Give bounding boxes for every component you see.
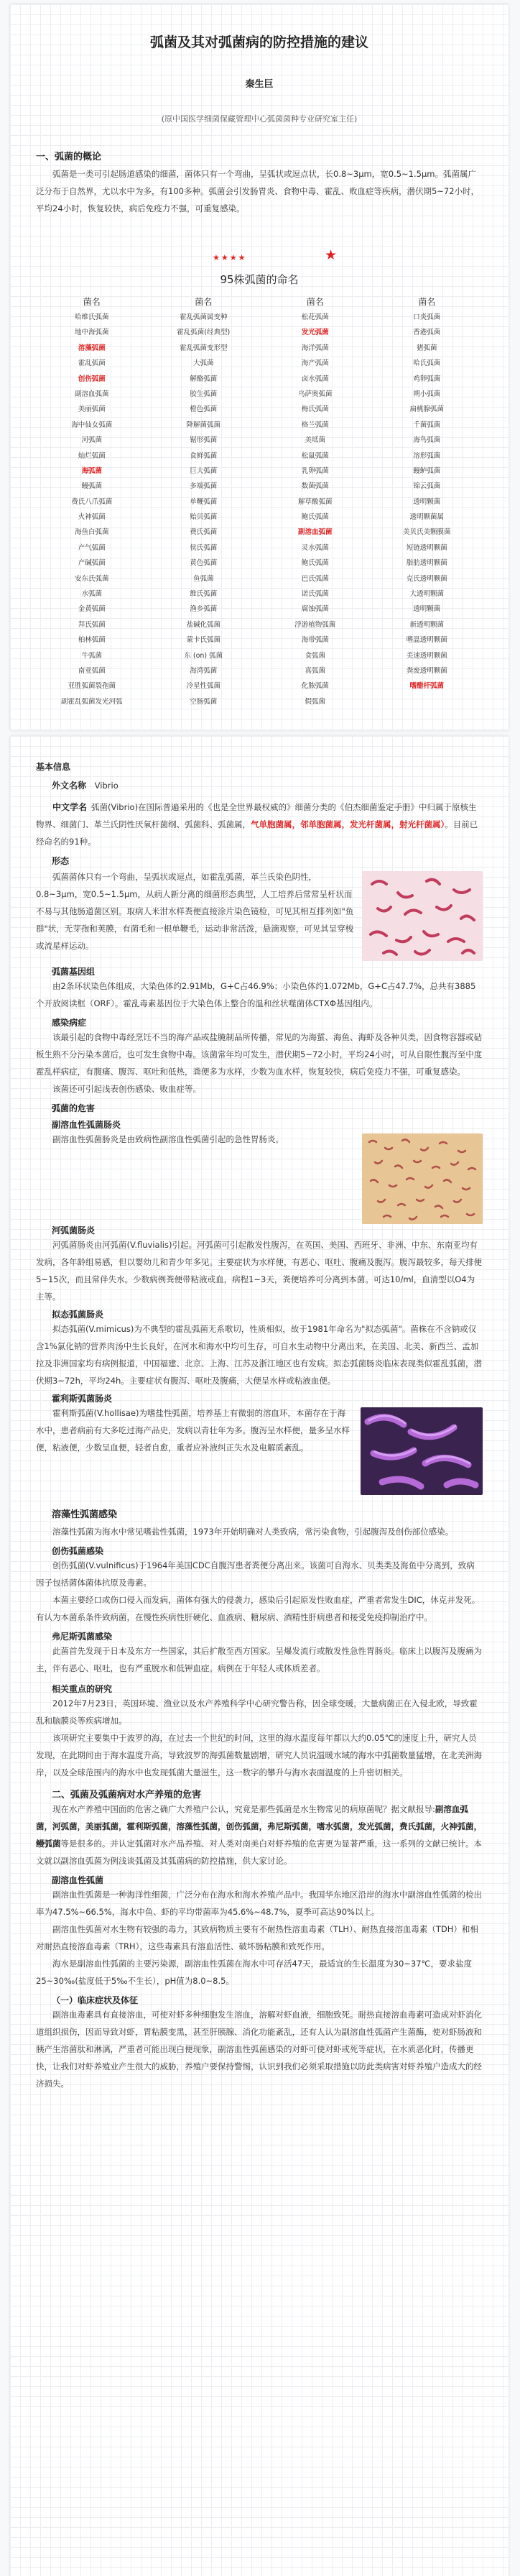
species-name-cell: 猪弧菌 — [416, 344, 437, 352]
chinese-name-paragraph — [36, 799, 483, 850]
species-name-cell: 格兰弧菌 — [301, 420, 329, 429]
clinical-text: 副溶血毒素具有直接溶血，可使对虾多种细胞发生溶血，溶解对虾血液，细胞致死。耐热直接溶血毒素可造成对虾消化道组织损伤，因而导致对虾，胃粘膜变黑，甚至肝胰腺、消化功能紊乱，还有人认为副溶血性弧菌产生菌酶，使对虾肠液和胰产生溶菌肽和淋漓，严重者可能出现白便现象，副溶血性弧菌感染的对虾可使对虾或死等症状，在水质恶化时，传播更快，让我们对虾养殖业产生很大的威胁，养殖户要保持警惕，认识到我们必须采取措施以防此类病害对虾养殖户造成大的经济损失。 — [36, 2010, 482, 2089]
chinese-name-highlight: 气单胞菌属，邻单胞菌属，发光杆菌属，射光杆菌属） — [251, 819, 445, 829]
species-name-cell: 维氏弧菌 — [190, 590, 218, 599]
species-name-cell: 溶形弧菌 — [413, 451, 441, 460]
part2-sub-text-3: 海水是副溶血性弧菌的主要污染源，副溶血性弧菌在海水中可存活47天，最适宜的生长温度为30~37℃，要求盐度25~30‰(盐度低于5‰不生长），pH值为8.0~8.5。 — [36, 1959, 472, 1986]
vibrio-pink-stain-image — [362, 871, 483, 961]
species-name-cell: 朔小弧菌 — [413, 390, 441, 398]
species-name-cell: 多端弧菌 — [190, 482, 218, 491]
species-name-cell: 大弧菌 — [192, 359, 214, 368]
species-name-cell: 梅氏弧菌 — [301, 405, 329, 414]
star-decoration — [36, 246, 483, 267]
species-name-cell: 嗜醋杆弧菌 — [409, 682, 444, 691]
names-table-header: 菌名 — [306, 297, 324, 307]
chinese-name-label: 中文学名 — [52, 802, 88, 812]
species-name-cell: 副溶血弧菌 — [74, 390, 109, 398]
names-table-header: 菌名 — [83, 297, 101, 307]
section-heading-overview: 一、弧菌的概论 — [36, 152, 102, 162]
species-name-cell: 发光弧菌 — [301, 328, 329, 337]
species-name-cell: 空肠弧菌 — [190, 697, 218, 706]
hazard-3-heading: 拟态弧菌肠炎 — [52, 1310, 104, 1320]
species-name-cell: 渔乡弧菌 — [190, 605, 218, 614]
species-name-cell: 金黄弧菌 — [78, 605, 106, 614]
infection-paragraph: 该最引起的食物中毒经烹饪不当的海产品或盐腌制品所传播，常见的为海蜇、海鱼、海虾及各种贝类，因食物容器或砧板生熟不分污染本菌后，也可发生食物中毒。该菌常年均可发生，潜伏期5~72小时，平均24小时，可从自限性腹泻至中度霍乱样病症，有腹痛、腹泻、呕吐和低热，粪便多为水样，少数为血水样，恢复较快，病后免疫力不强，可重复感染。 — [36, 1032, 483, 1077]
hazard-6-text-2: 本菌主要经口或伤口侵入而发病，菌体有强大的侵袭力，感染后引起原发性败血症，严重者常发生DIC，休克并发死。有认为本菌系条件致病菌，在慢性疾病性肝硬化、血液病、糖尿病、酒精性肝病患者和接受免疫抑制治疗中。 — [36, 1595, 480, 1622]
species-name-cell: 美速透明颗菌 — [406, 651, 447, 660]
species-name-cell: 化脓弧菌 — [301, 682, 329, 691]
species-name-cell: 松鼠弧菌 — [301, 451, 329, 460]
species-name-cell: 副溶血弧菌 — [297, 528, 333, 537]
chinese-name-text: 弧菌(Vibrio)在国际普遍采用的《也是全世界最权威的》细菌分类的《伯杰细菌鉴定手册》中归属于原核生物界、细菌门、革兰氏阴性厌氧杆菌纲、弧菌科、弧菌属， — [36, 802, 477, 829]
species-name-cell: 乳卵弧菌 — [301, 466, 329, 475]
article-card-main — [10, 736, 509, 2576]
species-name-cell: 哈氏弧菌 — [413, 359, 441, 368]
species-name-cell: 海湾弧菌 — [190, 666, 218, 675]
part2-sub-heading: 副溶血性弧菌 — [52, 1875, 104, 1885]
names-table-title: 95株弧菌的命名 — [220, 273, 299, 286]
species-name-cell: 单鞭弧菌 — [190, 497, 218, 506]
species-name-cell: 脂肪透明颗菌 — [406, 559, 447, 568]
research-heading: 相关重点的研究 — [52, 1684, 113, 1694]
overview-paragraph: 弧菌是一类可引起肠道感染的细菌，菌体只有一个弯曲，呈弧状或逗点状，长0.8~3μm，宽0.5~1.5μm。弧菌属广泛分布于自然界，尤以水中为多，有100多种。弧菌会引发肠胃炎、食物中毒、霍乱、败血症等疾病，潜伏期5~72小时，平均24小时，恢复较快，病后免疫力不强，可重复感染。 — [36, 169, 480, 213]
species-name-cell: 大透明颗菌 — [409, 590, 444, 599]
infection-heading: 感染病症 — [52, 1018, 87, 1028]
species-name-cell: 鲍氏弧菌 — [301, 513, 329, 522]
species-name-cell: 口炎弧菌 — [413, 313, 441, 321]
species-name-cell: 海鱼白弧菌 — [74, 528, 109, 537]
species-name-cell: 解草酸弧菌 — [297, 497, 333, 506]
star-row-icon: ★★★★ — [213, 253, 247, 262]
species-name-cell: 溶藻弧菌 — [78, 344, 106, 352]
morphology-paragraph: 弧菌菌体只有一个弯曲，呈弧状或逗点，如霍乱弧菌，革兰氏染色阴性，0.8~3μm，宽0.5~1.5μm，从病人新分离的细菌形态典型，人工培养后常常呈杆状而不易与其他肠道菌区别。取病人米泔水样粪便直接涂片染色镜检，可见其相互排列如"鱼群"状，无芽孢和荚膜，有菌毛和一根单鞭毛，运动非常活泼，悬滴观察，可见其呈穿梭或流星样运动。 — [36, 872, 354, 951]
species-name-cell: 霍乱弧菌变形型 — [179, 344, 228, 352]
vibrio-micrograph-image — [362, 1133, 483, 1224]
species-name-cell: 东 (on) 弧菌 — [184, 651, 223, 660]
basic-info-heading: 基本信息 — [36, 762, 71, 772]
clinical-heading: （一）临床症状及体征 — [52, 1995, 139, 2005]
species-name-cell: 食鲜弧菌 — [190, 451, 218, 460]
species-name-cell: 海产弧菌 — [301, 359, 329, 368]
part2-text-a: 现在水产养殖中国面的危害之确广大养殖户公认，究竟是那些弧菌是水生物常见的病原菌呢？据文献报导: — [52, 1804, 435, 1814]
names-table-header: 菌名 — [418, 297, 436, 307]
hazard-2-heading: 河弧菌肠炎 — [52, 1225, 96, 1236]
species-name-cell: 地中海弧菌 — [74, 328, 109, 337]
species-name-cell: 胶生弧菌 — [190, 390, 218, 398]
big-star-icon: ★ — [325, 247, 338, 263]
affiliation: (原中国医学细菌保藏管理中心弧菌菌种专业研究室主任) — [161, 114, 358, 124]
hazard-1-heading: 副溶血性弧菌肠炎 — [52, 1120, 121, 1130]
species-name-cell: 美丽弧菌 — [78, 405, 106, 414]
species-name-cell: 海鸟弧菌 — [413, 436, 441, 445]
research-paragraph: 2012年7月23日，英国环境、渔业以及水产养殖科学中心研究警告称，因全球变暖，大量病菌正在入侵北欧，导致霍乱和脑膜炎等疾病增加。 — [36, 1698, 478, 1726]
species-name-cell: 诺氏弧菌 — [301, 590, 329, 599]
species-name-cell: 侯氏弧菌 — [190, 543, 218, 552]
morphology-heading: 形态 — [52, 856, 70, 866]
species-name-cell: 火神弧菌 — [78, 513, 106, 522]
species-name-cell: 副霍乱弧菌发光河弧 — [60, 697, 123, 706]
species-name-cell: 灿烂弧菌 — [78, 451, 106, 460]
species-name-cell: 水弧菌 — [81, 590, 102, 599]
hazard-4-text: 霍利斯弧菌(V.hollisae)为嗜盐性弧菌，培养基上有微弱的溶血环，本菌存在于海水中，患者病前有大多吃过海产品史，发病以青壮年为多。腹泻呈水样便，量多呈水样便，粘液便，少数呈血便，轻者自愈，重者应补液纠正失水及电解质紊乱。 — [36, 1408, 350, 1453]
names-table-header: 菌名 — [195, 297, 213, 307]
part2-text-b: 等是很多的。并认定弧菌对水产品养殖、对人类对南美白对虾养殖的危害更为显著严重，这一系列的文献已统计。本文就以副溶血弧菌为例浅谈弧菌及其弧菌病的防控措施，供大家讨论。 — [36, 1839, 482, 1866]
hazard-4-heading: 霍利斯弧菌肠炎 — [52, 1394, 113, 1404]
hazards-heading: 弧菌的危害 — [52, 1103, 96, 1113]
species-name-cell: 鸡卵弧菌 — [413, 374, 441, 383]
species-name-cell: 河弧菌 — [81, 436, 102, 445]
species-name-cell: 贻贝弧菌 — [190, 513, 218, 522]
species-name-cell: 产气弧菌 — [78, 543, 106, 552]
article-card-top — [10, 4, 509, 730]
species-name-cell: 鲍氏弧菌 — [301, 559, 329, 568]
species-name-cell: 假弧菌 — [305, 697, 325, 706]
species-name-cell: 真弧菌 — [305, 666, 325, 675]
species-name-cell: 浮游植物弧菌 — [294, 620, 336, 629]
species-name-cell: 海弧菌 — [81, 466, 102, 475]
species-name-cell: 霍乱弧菌属变种 — [179, 313, 228, 321]
hazard-7-text: 此菌首先发现于日本及东方一些国家，其后扩散至西方国家。呈爆发流行或散发性急性胃肠炎。临床上以腹泻及腹痛为主，伴有恶心、呕吐，也有严重脱水和低钾血症。病例在于年轻人或体质差者。 — [36, 1646, 482, 1673]
species-name-cell: 霍乱弧菌(经典型) — [177, 328, 231, 337]
species-name-cell: 哈维氏弧菌 — [74, 313, 109, 321]
species-name-cell: 海带弧菌 — [301, 636, 329, 645]
vibrio-purple-sem-image — [361, 1407, 483, 1495]
species-name-cell: 橙色弧菌 — [190, 405, 218, 414]
species-name-cell: 解酪弧菌 — [190, 374, 218, 383]
hazard-2-text: 河弧菌肠炎由河弧菌(V.fluvialis)引起。河弧菌可引起散发性腹泻，在英国、美国、西班牙、非洲、中东、东南亚均有发病，各年龄组易感，但以婴幼儿和青少年多见。主要症状为水样便，有恶心、呕吐、腹痛及腹泻。腹泻最较多，每天排便5~15次，而且常伴失水。少数病例粪便带粘液或血，病程1~3天，粪便培养可分离到本菌。可达10/ml，血清型以O4为主等。 — [36, 1240, 482, 1302]
species-name-cell: 嗜温透明颗菌 — [406, 636, 447, 645]
species-name-cell: 卤水弧菌 — [301, 374, 329, 383]
species-name-cell: 盐碱化弧菌 — [186, 620, 220, 629]
part2-paragraph — [36, 1800, 483, 1869]
species-name-cell: 牛弧菌 — [81, 651, 102, 660]
genome-heading: 弧菌基因组 — [52, 967, 96, 977]
species-name-cell: 新透明颗菌 — [409, 620, 444, 629]
page-title: 弧菌及其对弧菌病的防控措施的建议 — [149, 34, 368, 50]
species-name-cell: 松花弧菌 — [301, 313, 329, 321]
part2-heading: 二、弧菌及弧菌病对水产养殖的危害 — [52, 1790, 202, 1800]
species-name-cell: 安东氏弧菌 — [74, 574, 109, 583]
foreign-name-value: Vibrio — [94, 781, 119, 791]
research-paragraph-2: 该项研究主要集中于波罗的海，在过去一个世纪的时间，这里的海水温度每年都以大约0.05℃的速度上升，研究人员发现，在此期间由于海水温度升高，导致波罗的海弧菌数量剧增，研究人员说温暖水域的海水中弧菌数量猛增，在北美洲海岸，以及全球范围内的海水中也发现弧菌大量滋生，这一数字的攀升与海水表面温度的上升密切相关。 — [36, 1733, 482, 1777]
species-name-cell: 透明颗菌属 — [409, 513, 444, 522]
author: 秦生巨 — [245, 79, 274, 90]
species-name-cell: 蒙卡氏弧菌 — [186, 636, 220, 645]
species-name-cell: 创伤弧菌 — [78, 374, 106, 383]
species-name-cell: 千菌弧菌 — [413, 420, 441, 429]
species-name-cell: 鳗鲈弧菌 — [413, 466, 441, 475]
species-name-cell: 灵水弧菌 — [301, 543, 329, 552]
species-name-cell: 柏林弧菌 — [78, 636, 106, 645]
species-name-cell: 食弧菌 — [305, 651, 325, 660]
hazard-7-heading: 弗尼斯弧菌感染 — [52, 1632, 113, 1642]
hazard-5-text: 溶藻性弧菌为海水中常见嗜盐性弧菌，1973年开始明确对人类致病，常污染食物，引起腹泻及创伤部位感染。 — [52, 1527, 454, 1537]
species-name-cell: 粪废透明颗菌 — [406, 666, 447, 675]
species-name-cell: 费氏八爪弧菌 — [71, 497, 113, 506]
species-name-cell: 产碱弧菌 — [78, 559, 106, 568]
species-name-cell: 亚胜弧菌裂孢菌 — [68, 682, 116, 691]
infection-note: 该菌还可引起浅表创伤感染、败血症等。 — [52, 1084, 201, 1094]
species-name-cell: 巴氏弧菌 — [301, 574, 329, 583]
species-name-cell: 巨大弧菌 — [190, 466, 218, 475]
hazard-6-text: 创伤弧菌(V.vulnificus)于1964年美国CDC自腹泻患者粪便分离出来。该菌可自海水、贝类类及海鱼中分离到，致病因子包括菌体菌体抗原及毒素。 — [36, 1560, 475, 1588]
species-name-cell: 鱼弧菌 — [192, 574, 214, 583]
species-name-cell: 腐蚀弧菌 — [301, 605, 329, 614]
species-name-cell: 鳗弧菌 — [81, 482, 102, 491]
species-name-cell: 拜氏弧菌 — [78, 620, 106, 629]
species-name-cell: 美坻菌 — [305, 436, 325, 445]
hazard-5-heading: 溶藻性弧菌感染 — [52, 1509, 118, 1520]
hazard-6-heading: 创伤弧菌感染 — [52, 1546, 104, 1556]
hazard-3-text: 拟态弧菌(V.mimicus)为不典型的霍乱弧菌无系歌切，性质相似，故于1981年命名为"拟态弧菌"。菌株在不含钠或仅含1%氯化钠的营养肉汤中生长良好，在河水和海水中均可生存，可自水生动物中分离出来，在美国、北美、新西兰、孟加拉及非洲国家均有病例报道，中国福建、北京、上海、江苏及浙江地区也有发病。拟态弧菌肠炎临床表现类似霍乱弧菌，潜伏期3~72h，平均24h。主要症状有腹泻、呕吐及腹痛，大便呈水样或粘液血便。 — [36, 1324, 482, 1386]
part2-species-list: 副溶血弧菌，河弧菌，美丽弧菌，霍利斯弧菌，溶藻性弧菌，创伤弧菌，弗尼斯弧菌，嗜水弧菌，发光弧菌，费氏弧菌，火神弧菌，鳗弧菌 — [36, 1804, 482, 1849]
species-name-cell: 锦云弧菌 — [413, 482, 441, 491]
species-name-cell: 海洋弧菌 — [301, 344, 329, 352]
part2-sub-text-2: 副溶血性弧菌对水生物有较强的毒力，其致病物质主要有不耐热性溶血毒素（TLH）、耐热直接溶血毒素（TDH）和相对耐热直接溶血毒素（TRH），这些毒素具有溶血活性、破坏肠粘膜和致死作用。 — [36, 1924, 478, 1951]
chinese-name-tail: 。目前已经命名的91种。 — [36, 819, 478, 847]
species-name-cell: 透明颗菌 — [413, 605, 441, 614]
species-name-cell: 霍乱弧菌 — [78, 359, 106, 368]
foreign-name-label: 外文名称 — [52, 781, 87, 791]
species-name-cell: 黄色弧菌 — [190, 559, 218, 568]
species-name-cell — [371, 694, 483, 709]
species-name-cell: 数菌弧菌 — [301, 482, 329, 491]
part2-sub-text: 副溶血性弧菌是一种海洋性细菌，广泛分布在海水和海水养殖产品中。我国华东地区沿岸的海水中副溶血性弧菌的检出率为47.5%~66.5%，海水中鱼、虾的平均带菌率为45.6%~48.7%，夏季可高达90%以上。 — [36, 1890, 482, 1917]
genome-paragraph: 由2条环状染色体组成，大染色体约2.91Mb，G+C占46.9%；小染色体约1.072Mb，G+C占47.7%，总共有3885个开放阅读框（ORF）。霍乱毒素基因位于大染色体上整合的温和丝状噬菌体CTXΦ基因组内。 — [36, 981, 476, 1008]
species-name-cell: 降解菌弧菌 — [186, 420, 220, 429]
species-name-cell: 透明颗菌 — [413, 497, 441, 506]
species-name-cell: 乌萨奥弧菌 — [297, 390, 333, 398]
species-name-cell: 锯形弧菌 — [190, 436, 218, 445]
species-name-cell: 扁桃腺弧菌 — [409, 405, 444, 414]
names-table — [36, 294, 483, 709]
species-name-cell: 费氏弧菌 — [190, 528, 218, 537]
species-name-cell: 美贝氏美颗膜菌 — [402, 528, 451, 537]
species-name-cell: 海中仙女弧菌 — [71, 420, 113, 429]
species-name-cell: 冷星性弧菌 — [186, 682, 220, 691]
species-name-cell: 短链透明颗菌 — [406, 543, 447, 552]
species-name-cell: 南亚弧菌 — [78, 666, 106, 675]
species-name-cell: 香港弧菌 — [413, 328, 441, 337]
hazard-1-text: 副溶血性弧菌肠炎是由致病性副溶血性弧菌引起的急性胃肠炎。 — [52, 1134, 284, 1144]
species-name-cell: 克氏透明颗菌 — [406, 574, 447, 583]
